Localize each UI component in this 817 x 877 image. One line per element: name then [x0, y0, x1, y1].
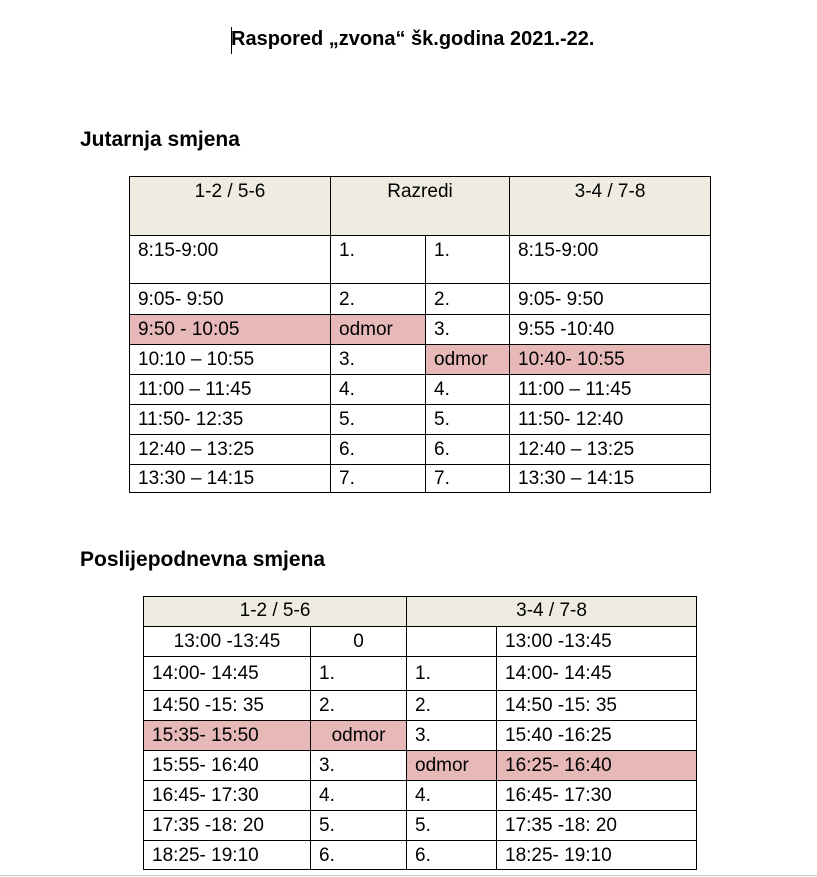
- afternoon-shift-table: [143, 596, 697, 870]
- period-cell: 5.: [311, 811, 407, 841]
- time-cell: 15:55- 16:40: [144, 751, 311, 781]
- period-cell: 2.: [331, 284, 426, 315]
- time-cell: 9:05- 9:50: [130, 284, 331, 315]
- header-cell: 3-4 / 7-8: [407, 597, 697, 627]
- table-header-row: [130, 177, 711, 236]
- period-cell: 3.: [311, 751, 407, 781]
- page-bottom-divider: [0, 875, 817, 876]
- document-title: Raspored „zvona“ šk.godina 2021.-22.: [231, 28, 595, 50]
- time-cell: 11:50- 12:35: [130, 405, 331, 435]
- table-row: [144, 657, 697, 691]
- table-header-row: [144, 597, 697, 627]
- time-cell: 17:35 -18: 20: [144, 811, 311, 841]
- morning-shift-table: [129, 176, 711, 493]
- table-row: [130, 435, 711, 465]
- table-row: [130, 236, 711, 284]
- time-cell: 16:45- 17:30: [144, 781, 311, 811]
- morning-shift-heading: Jutarnja smjena: [80, 128, 240, 151]
- period-cell: 1.: [426, 236, 510, 284]
- time-cell: 14:00- 14:45: [144, 657, 311, 691]
- time-cell: 11:50- 12:40: [510, 405, 711, 435]
- period-cell: 6.: [407, 841, 497, 870]
- table-row: [130, 465, 711, 493]
- time-cell: 18:25- 19:10: [497, 841, 697, 870]
- table-row: [130, 315, 711, 345]
- header-cell: Razredi: [331, 177, 510, 236]
- break-time-cell: 9:50 - 10:05: [130, 315, 331, 345]
- time-cell: 8:15-9:00: [510, 236, 711, 284]
- table-row: [130, 345, 711, 375]
- table-row: [144, 691, 697, 721]
- time-cell: 13:30 – 14:15: [510, 465, 711, 493]
- time-cell: 18:25- 19:10: [144, 841, 311, 870]
- period-cell: 3.: [407, 721, 497, 751]
- table-row: [144, 721, 697, 751]
- time-cell: 13:00 -13:45: [144, 627, 311, 657]
- time-cell: 9:05- 9:50: [510, 284, 711, 315]
- period-cell: 7.: [426, 465, 510, 493]
- header-cell: 3-4 / 7-8: [510, 177, 711, 236]
- period-cell: 4.: [311, 781, 407, 811]
- time-cell: 13:00 -13:45: [497, 627, 697, 657]
- table-row: [130, 405, 711, 435]
- period-cell: 1.: [311, 657, 407, 691]
- period-cell: 2.: [426, 284, 510, 315]
- period-cell: 6.: [311, 841, 407, 870]
- period-cell: 0: [311, 627, 407, 657]
- time-cell: 16:45- 17:30: [497, 781, 697, 811]
- period-cell: 3.: [426, 315, 510, 345]
- table-row: [144, 811, 697, 841]
- header-cell: 1-2 / 5-6: [144, 597, 407, 627]
- break-cell: odmor: [407, 751, 497, 781]
- time-cell: 12:40 – 13:25: [510, 435, 711, 465]
- period-cell: [407, 627, 497, 657]
- time-cell: 14:00- 14:45: [497, 657, 697, 691]
- period-cell: 6.: [426, 435, 510, 465]
- time-cell: 17:35 -18: 20: [497, 811, 697, 841]
- break-cell: odmor: [311, 721, 407, 751]
- break-time-cell: 15:35- 15:50: [144, 721, 311, 751]
- time-cell: 12:40 – 13:25: [130, 435, 331, 465]
- table-row: [144, 841, 697, 870]
- period-cell: 6.: [331, 435, 426, 465]
- break-cell: odmor: [426, 345, 510, 375]
- table-row: [144, 751, 697, 781]
- period-cell: 2.: [407, 691, 497, 721]
- time-cell: 11:00 – 11:45: [510, 375, 711, 405]
- period-cell: 4.: [426, 375, 510, 405]
- period-cell: 2.: [311, 691, 407, 721]
- table-row: [130, 375, 711, 405]
- table-row: [144, 627, 697, 657]
- break-time-cell: 10:40- 10:55: [510, 345, 711, 375]
- period-cell: 4.: [331, 375, 426, 405]
- period-cell: 5.: [407, 811, 497, 841]
- period-cell: 1.: [407, 657, 497, 691]
- table-row: [144, 781, 697, 811]
- period-cell: 7.: [331, 465, 426, 493]
- period-cell: 5.: [426, 405, 510, 435]
- time-cell: 10:10 – 10:55: [130, 345, 331, 375]
- time-cell: 9:55 -10:40: [510, 315, 711, 345]
- period-cell: 3.: [331, 345, 426, 375]
- table-row: [130, 284, 711, 315]
- break-time-cell: 16:25- 16:40: [497, 751, 697, 781]
- time-cell: 8:15-9:00: [130, 236, 331, 284]
- time-cell: 13:30 – 14:15: [130, 465, 331, 493]
- period-cell: 5.: [331, 405, 426, 435]
- period-cell: 1.: [331, 236, 426, 284]
- time-cell: 15:40 -16:25: [497, 721, 697, 751]
- afternoon-shift-heading: Poslijepodnevna smjena: [80, 548, 326, 571]
- time-cell: 14:50 -15: 35: [144, 691, 311, 721]
- time-cell: 14:50 -15: 35: [497, 691, 697, 721]
- header-cell: 1-2 / 5-6: [130, 177, 331, 236]
- break-cell: odmor: [331, 315, 426, 345]
- time-cell: 11:00 – 11:45: [130, 375, 331, 405]
- period-cell: 4.: [407, 781, 497, 811]
